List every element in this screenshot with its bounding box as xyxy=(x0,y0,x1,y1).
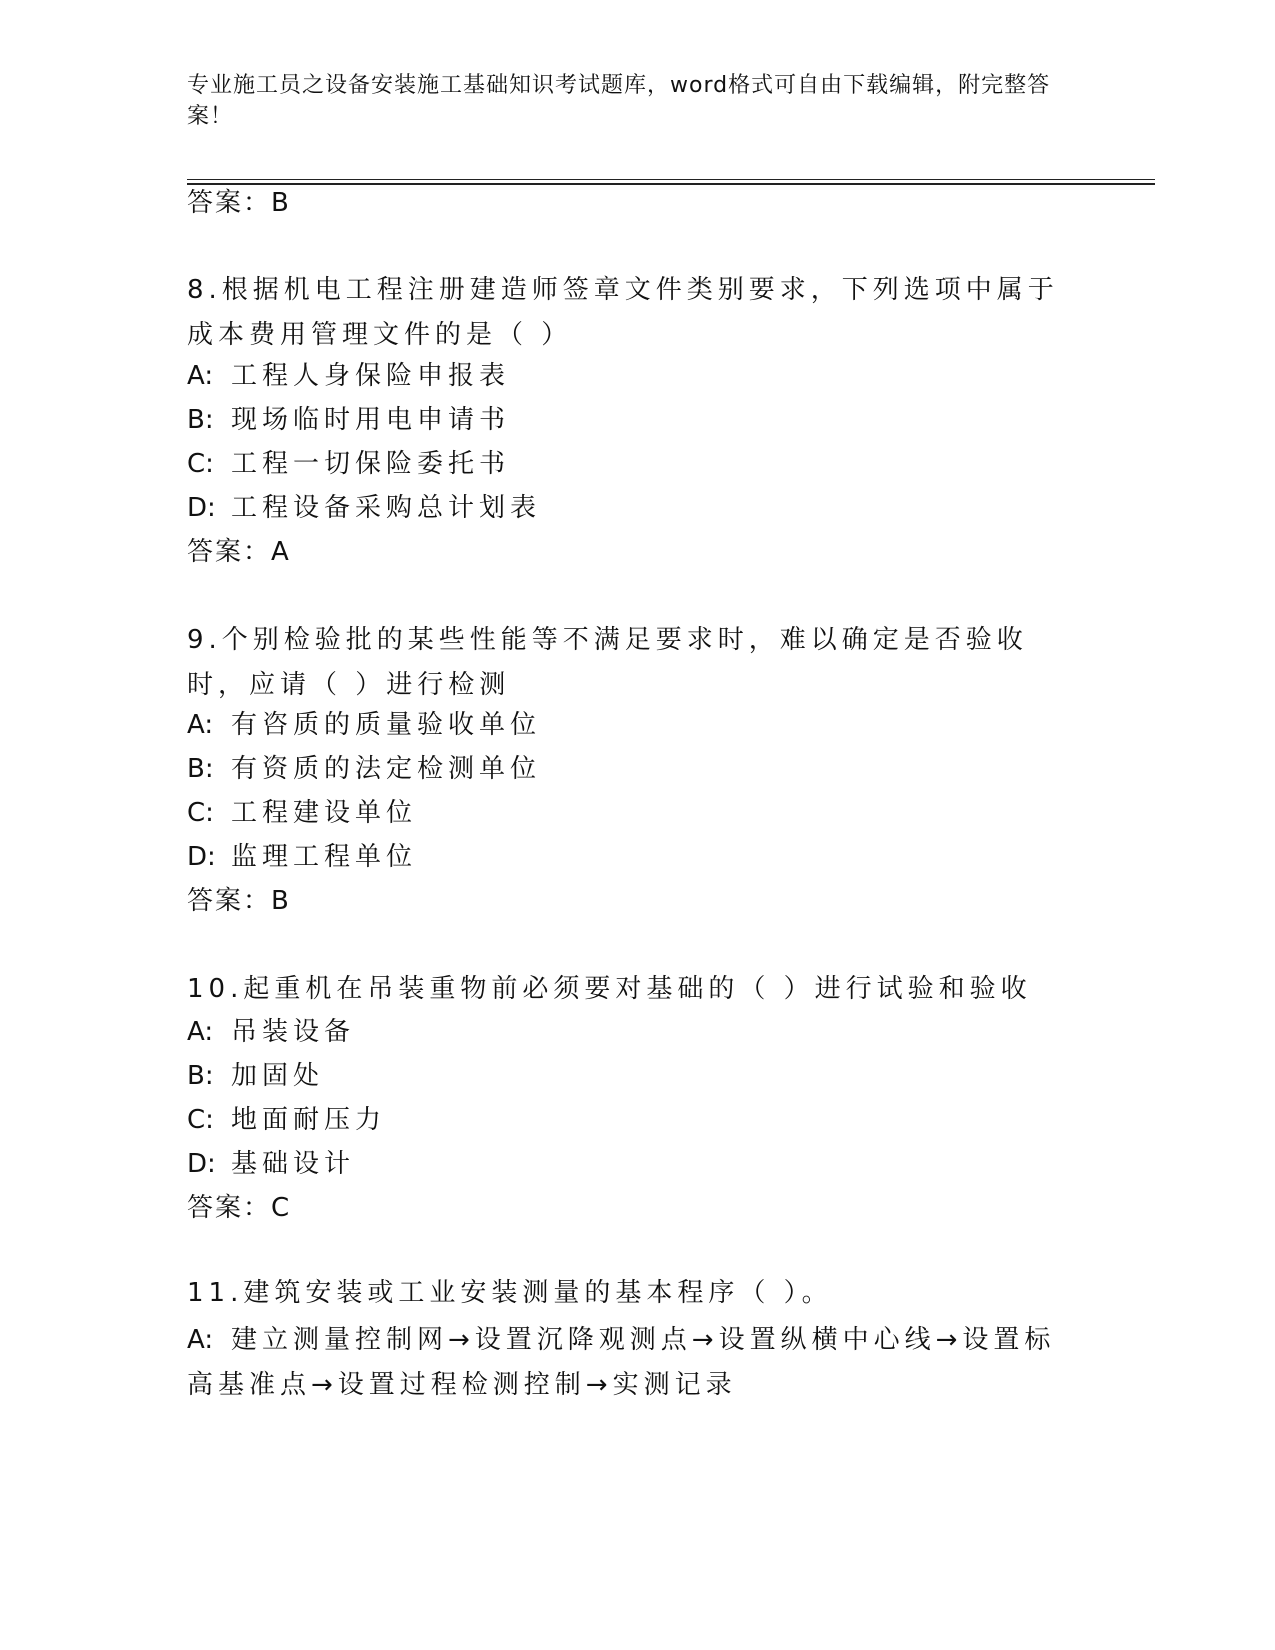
option-text: 工程建设单位 xyxy=(231,798,418,828)
question-8-option-a xyxy=(187,359,1087,393)
option-text: 有咨质的质量验收单位 xyxy=(231,710,542,740)
option-text: 现场临时用电申请书 xyxy=(231,405,511,435)
question-9-option-a xyxy=(187,708,1087,742)
question-10-option-c xyxy=(187,1103,1087,1137)
option-text: 工程一切保险委托书 xyxy=(231,449,511,479)
question-10-text: 10.起重机在吊装重物前必须要对基础的（ ）进行试验和验收 xyxy=(187,974,1032,1004)
option-letter: B: xyxy=(187,1061,214,1091)
option-text: 工程设备采购总计划表 xyxy=(231,493,542,523)
option-text: 加固处 xyxy=(231,1061,325,1091)
question-8-option-c xyxy=(187,447,1087,481)
question-11-option-a xyxy=(187,1318,1067,1408)
question-10-option-b xyxy=(187,1059,1087,1093)
question-8-answer: 答案：A xyxy=(187,537,291,567)
option-letter: A: xyxy=(187,361,214,391)
option-letter: A: xyxy=(187,1017,214,1047)
option-letter: A: xyxy=(187,1325,214,1355)
question-10-option-a xyxy=(187,1015,1087,1049)
option-text: 有资质的法定检测单位 xyxy=(231,754,542,784)
question-8-option-b xyxy=(187,403,1087,437)
option-letter: B: xyxy=(187,754,214,784)
option-letter: A: xyxy=(187,710,214,740)
question-9-option-b xyxy=(187,752,1087,786)
question-9-option-d xyxy=(187,840,1087,874)
document-header: 专业施工员之设备安装施工基础知识考试题库，word格式可自由下载编辑，附完整答案！ xyxy=(187,73,1051,129)
header-divider-thin xyxy=(187,179,1155,180)
question-9-option-c xyxy=(187,796,1087,830)
question-8-option-d xyxy=(187,491,1087,525)
option-letter: D: xyxy=(187,493,216,523)
option-letter: D: xyxy=(187,842,216,872)
option-text: 工程人身保险申报表 xyxy=(231,361,511,391)
option-letter: C: xyxy=(187,1105,214,1135)
option-text: 吊装设备 xyxy=(231,1017,356,1047)
question-11-text: 11.建筑安装或工业安装测量的基本程序（ ）。 xyxy=(187,1278,833,1308)
option-letter: C: xyxy=(187,798,214,828)
previous-answer: 答案：B xyxy=(187,188,291,218)
option-letter: C: xyxy=(187,449,214,479)
option-letter: B: xyxy=(187,405,214,435)
option-letter: D: xyxy=(187,1149,216,1179)
option-text: 基础设计 xyxy=(231,1149,356,1179)
question-9-text: 9.个别检验批的某些性能等不满足要求时，难以确定是否验收时，应请（ ）进行检测 xyxy=(187,625,1028,700)
option-text: 监理工程单位 xyxy=(231,842,418,872)
question-9-answer: 答案：B xyxy=(187,886,291,916)
question-10-option-d xyxy=(187,1147,1087,1181)
option-text: 地面耐压力 xyxy=(231,1105,387,1135)
option-text: 建立测量控制网→设置沉降观测点→设置纵横中心线→设置标高基准点→设置过程检测控制→实测记录 xyxy=(187,1325,1056,1400)
question-8-text: 8.根据机电工程注册建造师签章文件类别要求，下列选项中属于成本费用管理文件的是（ ） xyxy=(187,275,1059,350)
header-divider-thick xyxy=(187,183,1155,185)
question-10-answer: 答案：C xyxy=(187,1193,292,1223)
